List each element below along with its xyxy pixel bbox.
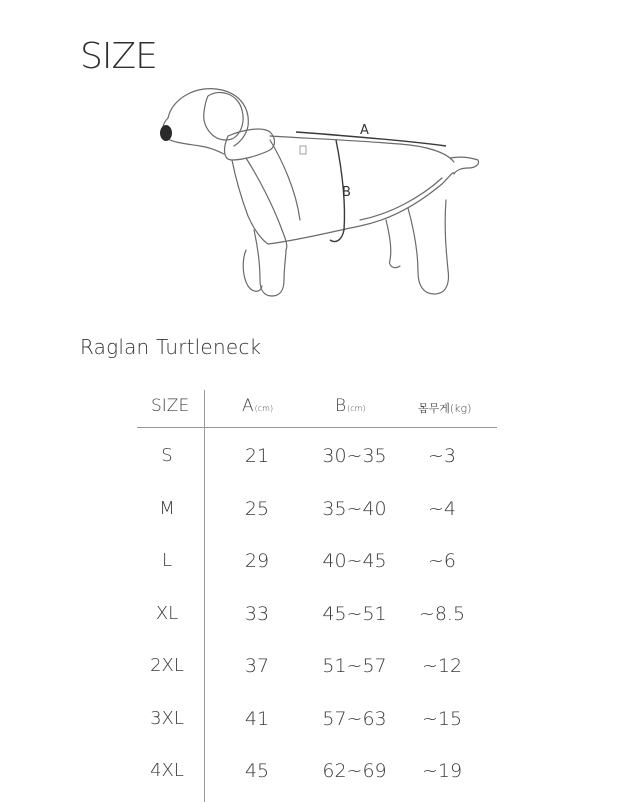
cell-b: 40~45 <box>322 550 387 572</box>
cell-b: 57~63 <box>322 707 387 730</box>
header-a-unit: (cm) <box>254 404 274 413</box>
table-header <box>137 390 497 428</box>
cell-weight: ~3 <box>427 445 456 467</box>
dog-rear-leg2-outline <box>386 220 400 268</box>
cell-size: M <box>159 497 175 519</box>
dog-muzzle-outline <box>162 118 224 154</box>
cell-b: 62~69 <box>322 760 387 782</box>
cell-a: 41 <box>244 707 270 730</box>
cell-a: 25 <box>244 497 270 520</box>
dog-head-outline <box>168 89 248 146</box>
dog-sleeve-outline <box>246 158 287 250</box>
header-a-label: A <box>242 396 254 416</box>
header-a <box>242 396 273 416</box>
cell-size: L <box>161 550 173 571</box>
dog-rear-leg-outline <box>408 200 448 294</box>
cell-size: 3XL <box>150 707 184 729</box>
dog-raglan-seam <box>270 140 300 220</box>
header-size: SIZE <box>151 396 190 416</box>
header-b-label: B <box>335 396 347 416</box>
size-table <box>137 390 497 798</box>
cell-a: 37 <box>244 655 270 677</box>
page-title: SIZE <box>80 36 157 77</box>
cell-b: 45~51 <box>322 602 387 625</box>
cell-a: 21 <box>244 445 270 467</box>
garment-tag-icon <box>300 146 306 154</box>
header-divider <box>137 427 497 428</box>
cell-size: 2XL <box>150 655 184 676</box>
garment-hem-outline <box>360 178 442 220</box>
cell-a: 29 <box>244 550 270 572</box>
dog-measurement-diagram <box>150 80 490 300</box>
table-row <box>137 640 497 693</box>
dog-collar-outline <box>225 129 275 160</box>
dog-front-leg-outline <box>254 230 286 296</box>
table-row <box>137 483 497 536</box>
table-row <box>137 535 497 588</box>
measure-label-a: A <box>360 123 369 138</box>
table-body <box>137 428 497 798</box>
table-row <box>137 693 497 746</box>
cell-a: 33 <box>244 602 270 625</box>
cell-size: 4XL <box>150 760 184 781</box>
dog-belly-outline <box>268 173 454 244</box>
dog-chest-outline <box>232 160 268 244</box>
dog-tail-outline <box>450 157 479 174</box>
cell-weight: ~12 <box>421 655 463 677</box>
cell-weight: ~19 <box>421 760 463 782</box>
cell-b: 30~35 <box>322 445 387 467</box>
cell-weight: ~4 <box>427 497 456 520</box>
cell-size: XL <box>155 602 179 624</box>
product-name: Raglan Turtleneck <box>80 335 262 359</box>
cell-weight: ~6 <box>427 550 456 572</box>
table-row <box>137 430 497 483</box>
dog-nose-icon <box>160 125 172 141</box>
header-b-unit: (cm) <box>347 404 366 413</box>
cell-b: 51~57 <box>322 655 387 677</box>
table-row <box>137 588 497 641</box>
measure-label-b: B <box>342 185 351 200</box>
header-b <box>335 396 366 416</box>
cell-size: S <box>161 445 173 466</box>
dog-back-outline <box>270 136 454 162</box>
cell-a: 45 <box>244 760 270 782</box>
header-weight: 몸무게(kg) <box>418 402 472 415</box>
cell-weight: ~15 <box>421 707 463 730</box>
table-row <box>137 745 497 798</box>
cell-b: 35~40 <box>322 497 387 520</box>
cell-weight: ~8.5 <box>418 602 466 625</box>
